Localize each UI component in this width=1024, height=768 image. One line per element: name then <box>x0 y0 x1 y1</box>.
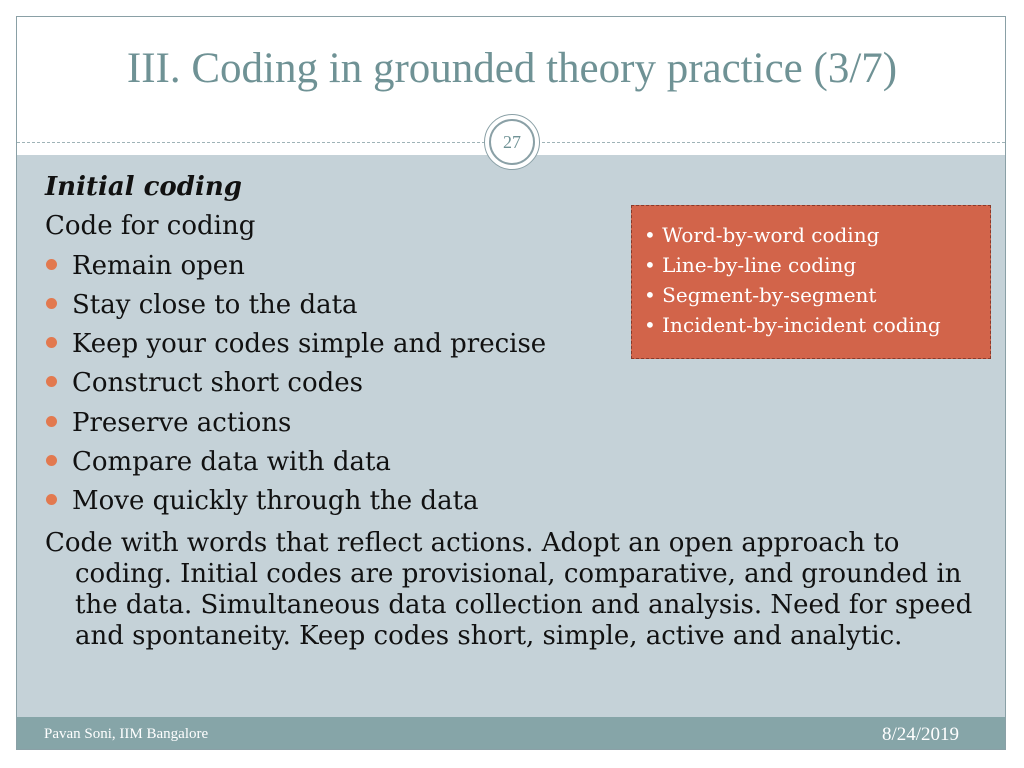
bullet-item: Keep your codes simple and precise <box>46 329 546 359</box>
callout-item: • Segment-by-segment <box>644 283 877 307</box>
callout-item: • Incident-by-incident coding <box>644 313 941 337</box>
bullet-dot-icon <box>46 259 57 270</box>
footer-author: Pavan Soni, IIM Bangalore <box>44 726 209 742</box>
callout-item: • Word-by-word coding <box>644 223 880 247</box>
bullet-dot-icon <box>46 376 57 387</box>
bullet-item: Remain open <box>46 251 245 281</box>
bullet-item: Preserve actions <box>46 408 291 438</box>
slide-number-badge <box>484 114 540 170</box>
bullet-dot-icon <box>46 494 57 505</box>
bullet-item: Construct short codes <box>46 368 363 398</box>
bullet-dot-icon <box>46 337 57 348</box>
subheading: Initial coding <box>45 172 242 202</box>
bullet-dot-icon <box>46 298 57 309</box>
slide-number: 27 <box>489 119 535 165</box>
bullet-item: Compare data with data <box>46 447 391 477</box>
footer-date: 8/24/2019 <box>882 724 960 745</box>
summary-paragraph: Code with words that reflect actions. Adopt an open approach to coding. Initial codes are provisional, comparative, and grounded in the data. Simultaneous data collection and analysis. Need for speed and spontaneity. Keep codes short, simple, active and analytic. <box>45 528 973 651</box>
bullet-item: Move quickly through the data <box>46 486 479 516</box>
intro-line: Code for coding <box>45 211 256 241</box>
bullet-dot-icon <box>46 455 57 466</box>
callout-item: • Line-by-line coding <box>644 253 857 277</box>
slide-title: III. Coding in grounded theory practice (3/7) <box>126 45 898 92</box>
bullet-item: Stay close to the data <box>46 290 358 320</box>
coding-methods-callout <box>631 205 991 359</box>
bullet-dot-icon <box>46 416 57 427</box>
